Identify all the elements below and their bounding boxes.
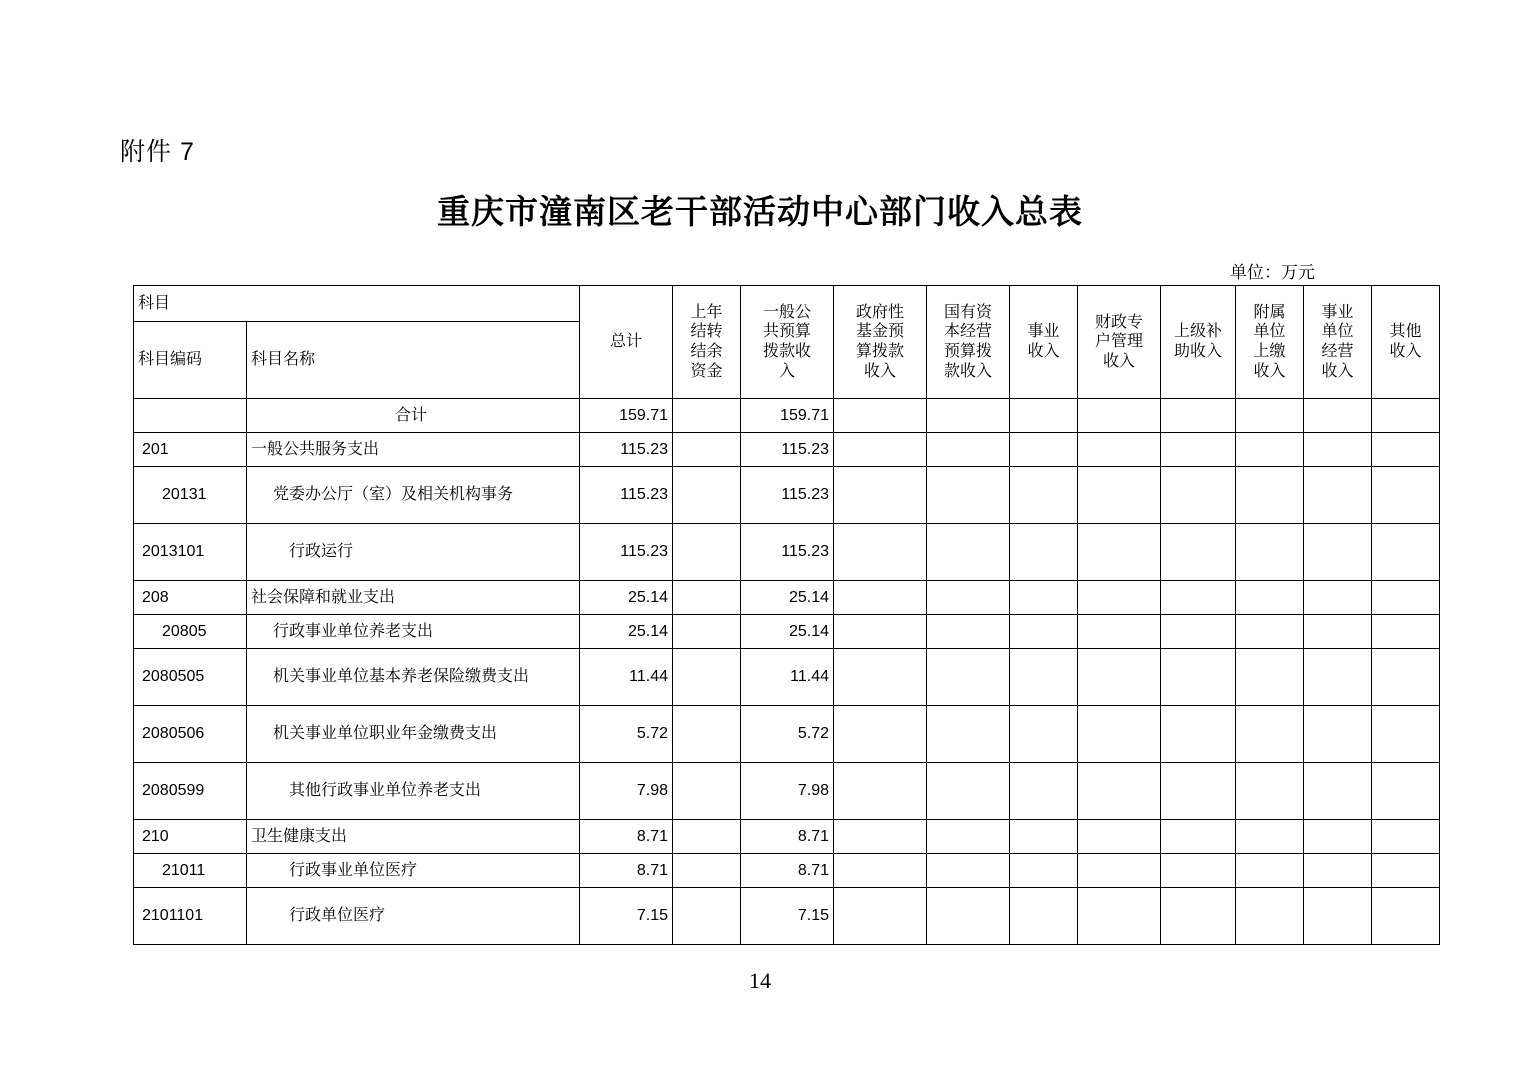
cell-business-operating bbox=[1304, 820, 1372, 854]
cell-total: 7.98 bbox=[580, 763, 673, 820]
cell-carryover bbox=[673, 888, 741, 945]
cell-fiscal-special bbox=[1078, 433, 1161, 467]
income-summary-table bbox=[133, 285, 1440, 945]
cell-gov-fund bbox=[834, 581, 927, 615]
cell-affiliate-paid bbox=[1236, 524, 1304, 581]
cell-gov-fund bbox=[834, 433, 927, 467]
table-row bbox=[134, 820, 1440, 854]
cell-total: 8.71 bbox=[580, 854, 673, 888]
table-row bbox=[134, 615, 1440, 649]
cell-soe-capital bbox=[927, 706, 1010, 763]
cell-carryover bbox=[673, 706, 741, 763]
cell-affiliate-paid bbox=[1236, 706, 1304, 763]
cell-fiscal-special bbox=[1078, 399, 1161, 433]
cell-fiscal-special bbox=[1078, 467, 1161, 524]
cell-business-operating bbox=[1304, 763, 1372, 820]
cell-gov-fund bbox=[834, 706, 927, 763]
cell-total: 8.71 bbox=[580, 820, 673, 854]
cell-soe-capital bbox=[927, 820, 1010, 854]
cell-business-operating bbox=[1304, 888, 1372, 945]
cell-other-income bbox=[1372, 854, 1440, 888]
cell-total: 5.72 bbox=[580, 706, 673, 763]
cell-business-income bbox=[1010, 854, 1078, 888]
cell-carryover bbox=[673, 581, 741, 615]
cell-general-budget: 11.44 bbox=[741, 649, 834, 706]
cell-other-income bbox=[1372, 581, 1440, 615]
cell-total: 25.14 bbox=[580, 581, 673, 615]
cell-gov-fund bbox=[834, 649, 927, 706]
header-affiliate-paid: 附属 单位 上缴 收入 bbox=[1236, 286, 1304, 399]
cell-fiscal-special bbox=[1078, 615, 1161, 649]
cell-fiscal-special bbox=[1078, 649, 1161, 706]
cell-soe-capital bbox=[927, 581, 1010, 615]
header-gov-fund: 政府性 基金预 算拨款 收入 bbox=[834, 286, 927, 399]
cell-code: 210 bbox=[134, 820, 247, 854]
cell-code: 2080506 bbox=[134, 706, 247, 763]
cell-superior-subsidy bbox=[1161, 524, 1236, 581]
cell-general-budget: 25.14 bbox=[741, 615, 834, 649]
cell-name: 行政单位医疗 bbox=[247, 888, 580, 945]
header-soe-capital: 国有资 本经营 预算拨 款收入 bbox=[927, 286, 1010, 399]
cell-superior-subsidy bbox=[1161, 763, 1236, 820]
cell-total: 115.23 bbox=[580, 467, 673, 524]
cell-business-income bbox=[1010, 399, 1078, 433]
table-row bbox=[134, 763, 1440, 820]
cell-business-income bbox=[1010, 615, 1078, 649]
cell-fiscal-special bbox=[1078, 524, 1161, 581]
cell-total: 11.44 bbox=[580, 649, 673, 706]
cell-general-budget: 7.98 bbox=[741, 763, 834, 820]
header-carryover: 上年 结转 结余 资金 bbox=[673, 286, 741, 399]
cell-other-income bbox=[1372, 649, 1440, 706]
cell-affiliate-paid bbox=[1236, 433, 1304, 467]
cell-total: 25.14 bbox=[580, 615, 673, 649]
cell-business-income bbox=[1010, 706, 1078, 763]
header-fiscal-special: 财政专 户管理 收入 bbox=[1078, 286, 1161, 399]
cell-gov-fund bbox=[834, 467, 927, 524]
cell-other-income bbox=[1372, 524, 1440, 581]
cell-business-operating bbox=[1304, 615, 1372, 649]
cell-other-income bbox=[1372, 433, 1440, 467]
cell-business-income bbox=[1010, 433, 1078, 467]
cell-fiscal-special bbox=[1078, 888, 1161, 945]
table-row bbox=[134, 524, 1440, 581]
cell-superior-subsidy bbox=[1161, 581, 1236, 615]
cell-total: 115.23 bbox=[580, 433, 673, 467]
cell-other-income bbox=[1372, 706, 1440, 763]
cell-name: 一般公共服务支出 bbox=[247, 433, 580, 467]
header-total: 总计 bbox=[580, 286, 673, 399]
cell-other-income bbox=[1372, 820, 1440, 854]
cell-name: 行政事业单位医疗 bbox=[247, 854, 580, 888]
cell-name: 卫生健康支出 bbox=[247, 820, 580, 854]
cell-name: 机关事业单位职业年金缴费支出 bbox=[247, 706, 580, 763]
cell-gov-fund bbox=[834, 820, 927, 854]
cell-affiliate-paid bbox=[1236, 581, 1304, 615]
table-body bbox=[134, 399, 1440, 945]
cell-business-operating bbox=[1304, 649, 1372, 706]
cell-soe-capital bbox=[927, 763, 1010, 820]
header-code: 科目编码 bbox=[134, 322, 247, 399]
cell-other-income bbox=[1372, 888, 1440, 945]
header-general-budget: 一般公 共预算 拨款收 入 bbox=[741, 286, 834, 399]
cell-code: 20131 bbox=[134, 467, 247, 524]
cell-fiscal-special bbox=[1078, 706, 1161, 763]
cell-affiliate-paid bbox=[1236, 820, 1304, 854]
cell-other-income bbox=[1372, 399, 1440, 433]
cell-carryover bbox=[673, 433, 741, 467]
cell-superior-subsidy bbox=[1161, 399, 1236, 433]
cell-gov-fund bbox=[834, 615, 927, 649]
header-business-income: 事业 收入 bbox=[1010, 286, 1078, 399]
cell-business-operating bbox=[1304, 467, 1372, 524]
cell-gov-fund bbox=[834, 524, 927, 581]
cell-affiliate-paid bbox=[1236, 649, 1304, 706]
cell-general-budget: 5.72 bbox=[741, 706, 834, 763]
cell-code: 21011 bbox=[134, 854, 247, 888]
cell-carryover bbox=[673, 399, 741, 433]
cell-code bbox=[134, 399, 247, 433]
cell-business-operating bbox=[1304, 524, 1372, 581]
cell-soe-capital bbox=[927, 854, 1010, 888]
table-row bbox=[134, 433, 1440, 467]
cell-carryover bbox=[673, 649, 741, 706]
header-business-operating: 事业 单位 经营 收入 bbox=[1304, 286, 1372, 399]
table-row bbox=[134, 467, 1440, 524]
cell-business-income bbox=[1010, 763, 1078, 820]
header-group-subject: 科目 bbox=[134, 286, 580, 322]
cell-gov-fund bbox=[834, 763, 927, 820]
cell-code: 2013101 bbox=[134, 524, 247, 581]
cell-soe-capital bbox=[927, 433, 1010, 467]
cell-code: 2080505 bbox=[134, 649, 247, 706]
cell-superior-subsidy bbox=[1161, 433, 1236, 467]
cell-general-budget: 159.71 bbox=[741, 399, 834, 433]
cell-affiliate-paid bbox=[1236, 615, 1304, 649]
cell-business-operating bbox=[1304, 581, 1372, 615]
cell-name: 合计 bbox=[247, 399, 580, 433]
table-row bbox=[134, 706, 1440, 763]
cell-general-budget: 8.71 bbox=[741, 820, 834, 854]
cell-code: 201 bbox=[134, 433, 247, 467]
cell-affiliate-paid bbox=[1236, 888, 1304, 945]
cell-business-income bbox=[1010, 649, 1078, 706]
page-title: 重庆市潼南区老干部活动中心部门收入总表 bbox=[437, 193, 1083, 230]
cell-superior-subsidy bbox=[1161, 854, 1236, 888]
cell-affiliate-paid bbox=[1236, 854, 1304, 888]
cell-soe-capital bbox=[927, 888, 1010, 945]
cell-superior-subsidy bbox=[1161, 467, 1236, 524]
table-row bbox=[134, 581, 1440, 615]
cell-name: 社会保障和就业支出 bbox=[247, 581, 580, 615]
cell-code: 20805 bbox=[134, 615, 247, 649]
cell-fiscal-special bbox=[1078, 763, 1161, 820]
header-other-income: 其他 收入 bbox=[1372, 286, 1440, 399]
cell-name: 行政事业单位养老支出 bbox=[247, 615, 580, 649]
cell-carryover bbox=[673, 763, 741, 820]
cell-name: 行政运行 bbox=[247, 524, 580, 581]
cell-other-income bbox=[1372, 763, 1440, 820]
cell-name: 机关事业单位基本养老保险缴费支出 bbox=[247, 649, 580, 706]
cell-business-income bbox=[1010, 524, 1078, 581]
cell-affiliate-paid bbox=[1236, 467, 1304, 524]
cell-code: 2101101 bbox=[134, 888, 247, 945]
table-header-row-1 bbox=[134, 286, 1440, 322]
attachment-label: 附件 7 bbox=[120, 138, 195, 166]
cell-affiliate-paid bbox=[1236, 763, 1304, 820]
cell-carryover bbox=[673, 467, 741, 524]
cell-general-budget: 115.23 bbox=[741, 433, 834, 467]
cell-carryover bbox=[673, 854, 741, 888]
cell-gov-fund bbox=[834, 399, 927, 433]
header-name: 科目名称 bbox=[247, 322, 580, 399]
cell-fiscal-special bbox=[1078, 854, 1161, 888]
cell-business-income bbox=[1010, 581, 1078, 615]
cell-business-operating bbox=[1304, 399, 1372, 433]
cell-general-budget: 115.23 bbox=[741, 467, 834, 524]
cell-gov-fund bbox=[834, 888, 927, 945]
table-row bbox=[134, 399, 1440, 433]
cell-business-operating bbox=[1304, 854, 1372, 888]
cell-business-operating bbox=[1304, 706, 1372, 763]
cell-soe-capital bbox=[927, 649, 1010, 706]
table-row bbox=[134, 888, 1440, 945]
cell-business-income bbox=[1010, 467, 1078, 524]
cell-other-income bbox=[1372, 467, 1440, 524]
cell-business-income bbox=[1010, 888, 1078, 945]
cell-general-budget: 115.23 bbox=[741, 524, 834, 581]
table-row bbox=[134, 649, 1440, 706]
cell-gov-fund bbox=[834, 854, 927, 888]
cell-total: 159.71 bbox=[580, 399, 673, 433]
cell-other-income bbox=[1372, 615, 1440, 649]
table-row bbox=[134, 854, 1440, 888]
unit-note: 单位：万元 bbox=[1230, 263, 1315, 282]
cell-fiscal-special bbox=[1078, 581, 1161, 615]
cell-carryover bbox=[673, 820, 741, 854]
header-superior-subsidy: 上级补 助收入 bbox=[1161, 286, 1236, 399]
cell-fiscal-special bbox=[1078, 820, 1161, 854]
cell-business-operating bbox=[1304, 433, 1372, 467]
cell-general-budget: 25.14 bbox=[741, 581, 834, 615]
cell-soe-capital bbox=[927, 467, 1010, 524]
cell-affiliate-paid bbox=[1236, 399, 1304, 433]
cell-code: 2080599 bbox=[134, 763, 247, 820]
cell-superior-subsidy bbox=[1161, 888, 1236, 945]
cell-superior-subsidy bbox=[1161, 649, 1236, 706]
cell-total: 7.15 bbox=[580, 888, 673, 945]
cell-name: 党委办公厅（室）及相关机构事务 bbox=[247, 467, 580, 524]
cell-name: 其他行政事业单位养老支出 bbox=[247, 763, 580, 820]
cell-general-budget: 7.15 bbox=[741, 888, 834, 945]
cell-code: 208 bbox=[134, 581, 247, 615]
cell-carryover bbox=[673, 615, 741, 649]
cell-general-budget: 8.71 bbox=[741, 854, 834, 888]
cell-soe-capital bbox=[927, 399, 1010, 433]
cell-total: 115.23 bbox=[580, 524, 673, 581]
cell-superior-subsidy bbox=[1161, 615, 1236, 649]
cell-soe-capital bbox=[927, 524, 1010, 581]
cell-soe-capital bbox=[927, 615, 1010, 649]
cell-superior-subsidy bbox=[1161, 706, 1236, 763]
cell-business-income bbox=[1010, 820, 1078, 854]
page-number: 14 bbox=[749, 968, 771, 993]
cell-superior-subsidy bbox=[1161, 820, 1236, 854]
cell-carryover bbox=[673, 524, 741, 581]
